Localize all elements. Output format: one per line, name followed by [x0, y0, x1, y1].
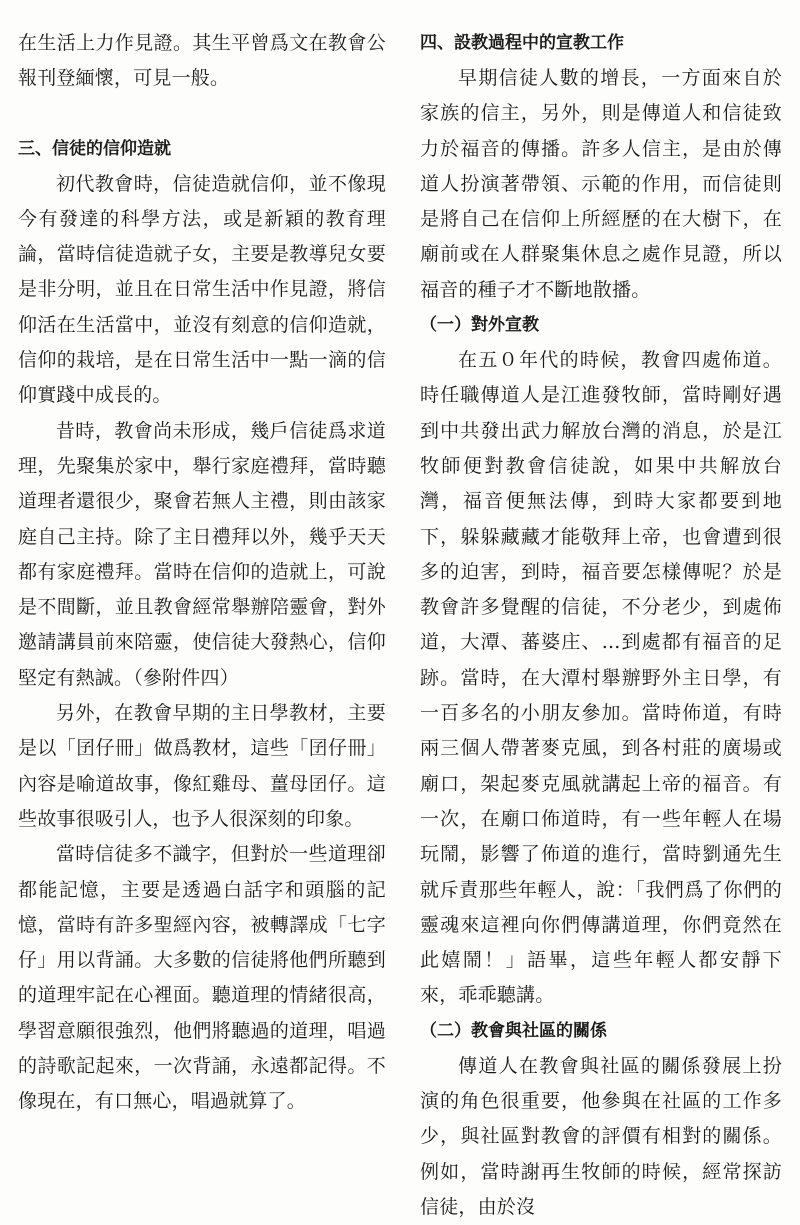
right-column: [420, 26, 782, 1225]
paragraph: 另外，在教會早期的主日學教材，主要是以「囝仔冊」做爲教材，這些「囝仔冊」內容是喻道故事，像紅雞母、薑母囝仔。這些故事很吸引人，也予人很深刻的印象。: [18, 702, 386, 830]
left-column: [18, 26, 386, 1120]
paragraph: 昔時，教會尚未形成，幾戶信徒爲求道理，先聚集於家中，舉行家庭禮拜，當時聽道理者還很少，聚會若無人主禮，則由該家庭自己主持。除了主日禮拜以外，幾乎天天都有家庭禮拜。當時在信仰的造就上，可說是不間斷，並且教會經常舉辦陪靈會，對外邀請講員前來陪靈，使信徒大發熱心，信仰堅定有熱誠。（參附件四）: [18, 419, 386, 689]
section-heading-3: 三、信徒的信仰造就: [18, 138, 171, 159]
subsection-heading-1: （一）對外宣教: [420, 315, 539, 336]
paragraph-continuation: 在生活上力作見證。其生平曾爲文在教會公報刊登緬懷，可見一般。: [18, 32, 386, 90]
section-heading-4: 四、設教過程中的宣教工作: [420, 33, 624, 53]
paragraph: 在五０年代的時候，教會四處佈道。時任職傳道人是江進發牧師，當時剛好遇到中共發出武力解放台灣的消息，於是江牧師便對教會信徒說，如果中共解放台灣，福音便無法傳，到時大家都要到地下，躲躲藏藏才能敬拜上帝，也會遭到很多的迫害，到時，福音要怎樣傳呢？於是教會許多覺醒的信徒，不分老少，到處佈道，大潭、蕃婆庄、...到處都有福音的足跡。當時，在大潭村舉辦野外主日學，有一百多名的小朋友參加。當時佈道，有時兩三個人帶著麥克風，到各村莊的廣場或廟口，架起麥克風就講起上帝的福音。有一次，在廟口佈道時，有一些年輕人在場玩鬧，影響了佈道的進行，當時劉通先生就斥責那些年輕人，說：「我們爲了你們的靈魂來這裡向你們傳講道理，你們竟然在此嬉鬧！」語畢，這些年輕人都安靜下來，乖乖聽講。: [420, 349, 782, 1007]
paragraph: 初代教會時，信徒造就信仰，並不像現今有發達的科學方法，或是新穎的教育理論，當時信徒造就子女，主要是教導兒女要是非分明，並且在日常生活中作見證，將信仰活在生活當中，並沒有刻意的信仰造就，信仰的栽培，是在日常生活中一點一滴的信仰實踐中成長的。: [18, 172, 386, 407]
subsection-heading-2: （二）教會與社區的關係: [420, 1020, 607, 1041]
section-spacer: [18, 97, 386, 132]
paragraph: 早期信徒人數的增長，一方面來自於家族的信主，另外，則是傳道人和信徒致力於福音的傳播。許多人信主，是由於傳道人扮演著帶領、示範的作用，而信徒則是將自己在信仰上所經歷的在大樹下，在廟前或在人群聚集休息之處作見證，所以福音的種子才不斷地散播。: [420, 67, 782, 301]
paragraph: 當時信徒多不識字，但對於一些道理卻都能記憶，主要是透過白話字和頭腦的記憶，當時有許多聖經內容，被轉譯成「七字仔」用以背誦。大多數的信徒將他們所聽到的道理牢記在心裡面。聽道理的情緒很高，學習意願很強烈，他們將聽過的道理，唱過的詩歌記起來，一次背誦，永遠都記得。不像現在，有口無心，唱過就算了。: [18, 843, 386, 1113]
paragraph: 傳道人在教會與社區的關係發展上扮演的角色很重要，他參與在社區的工作多少，與社區對教會的評價有相對的關係。例如，當時謝再生牧師的時候，經常探訪信徒，由於沒: [420, 1054, 782, 1218]
